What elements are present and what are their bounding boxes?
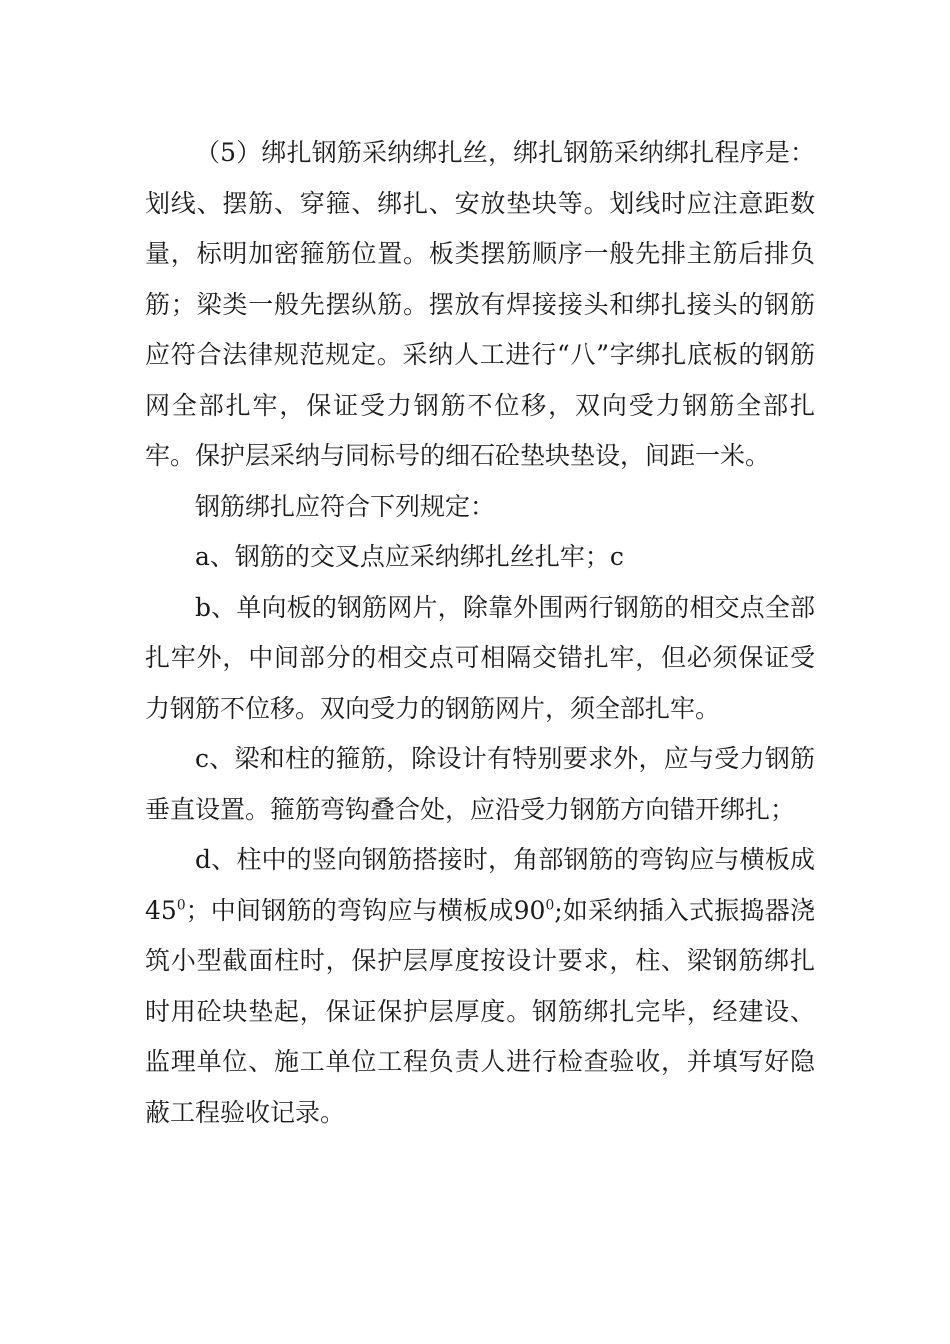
rule-d-part-3: ;如采纳插入式振捣器浇筑小型截面柱时，保护层厚度按设计要求，柱、梁钢筋绑扎时用砼块垫起，保证保护层厚度。钢筋绑扎完毕，经建设、监理单位、施工单位工程负责人进行检查验收，并填写好隐蔽工程验收记录。 — [145, 895, 815, 1127]
paragraph-rules-intro: 钢筋绑扎应符合下列规定： — [195, 491, 496, 521]
degree-superscript-1: 0 — [176, 897, 186, 914]
paragraph-rule-a: a、钢筋的交叉点应采纳绑扎丝扎牢；c — [195, 542, 624, 571]
paragraph-rule-b: b、单向板的钢筋网片，除靠外围两行钢筋的相交点全部扎牢外，中间部分的相交点可相隔交错扎牢，但必须保证受力钢筋不位移。双向受力的钢筋网片，须全部扎牢。 — [145, 592, 815, 723]
rule-d-part-1: d、柱中的竖向钢筋搭接时，角部钢筋的弯钩应与横板成45 — [145, 845, 815, 925]
paragraph-rule-d — [145, 835, 815, 1138]
body-text — [145, 128, 815, 1138]
paragraph-binding-procedure: （5）绑扎钢筋采纳绑扎丝，绑扎钢筋采纳绑扎程序是：划线、摆筋、穿箍、绑扎、安放垫块等。划线时应注意距数量，标明加密箍筋位置。板类摆筋顺序一般先排主筋后排负筋；梁类一般先摆纵筋。摆放有焊接接头和绑扎接头的钢筋应符合法律规范规定。采纳人工进行“八”字绑扎底板的钢筋网全部扎牢，保证受力钢筋不位移，双向受力钢筋全部扎牢。保护层采纳与同标号的细石砼垫块垫设，间距一米。 — [145, 138, 815, 470]
rule-d-part-2: ；中间钢筋的弯钩应与横板成90 — [185, 895, 546, 925]
paragraph-rule-c: c、梁和柱的箍筋，除设计有特别要求外，应与受力钢筋垂直设置。箍筋弯钩叠合处，应沿受力钢筋方向错开绑扎； — [145, 744, 815, 824]
degree-superscript-2: 0 — [545, 897, 555, 914]
